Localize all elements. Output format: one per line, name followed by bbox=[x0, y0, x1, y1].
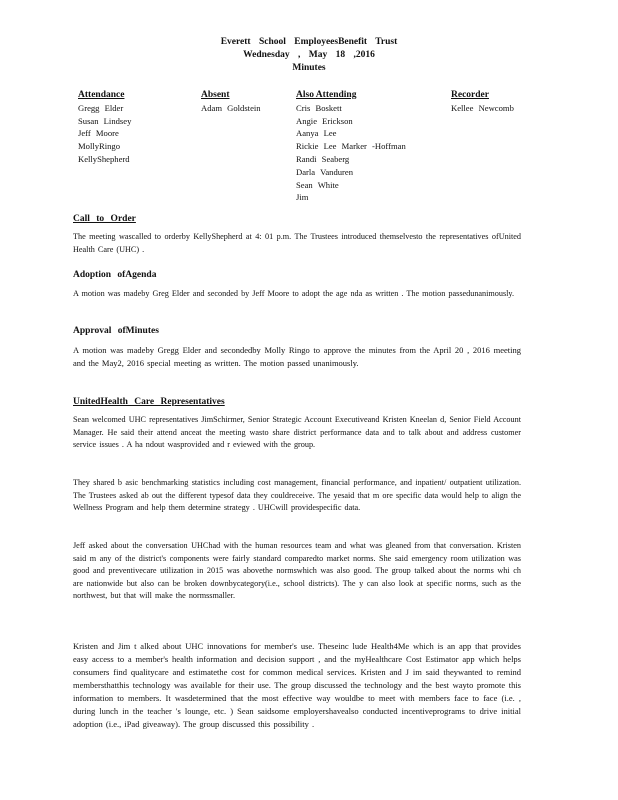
guest-name: Cris Boskett bbox=[296, 102, 342, 113]
attendee-name: Jeff Moore bbox=[78, 128, 119, 139]
attendee-name: KellyShepherd bbox=[78, 153, 130, 164]
attendance-heading: Attendance bbox=[78, 90, 125, 100]
document-title-line1: Everett School EmployeesBenefit Trust bbox=[220, 37, 398, 47]
adoption-heading: Adoption ofAgenda bbox=[73, 270, 157, 280]
absent-heading: Absent bbox=[201, 90, 230, 100]
guest-name: Sean White bbox=[296, 179, 339, 190]
recorder-heading: Recorder bbox=[451, 90, 489, 100]
guest-name: Angie Erickson bbox=[296, 115, 353, 126]
uhc-heading: UnitedHealth Care Representatives bbox=[73, 397, 225, 407]
uhc-paragraph-4: Kristen and Jim t alked about UHC innovations for member's use. Theseinc lude Health4Me which is an app that provides easy access to a member's health information and decision support , and the myHealthcare Cost Estimator app which helps consumers find qualitycare and estimatethe cost for common medical services. Kristen and J im said theywanted to remind membersthatthis technology was available for their use. The group discussed the technology and the best wayto promote this information to members. It wasdetermined that the most effective way wouldbe to meet with members face to face (i.e. , during lunch in the teacher 's lounge, etc. ) Sean saidsome employershavealso conducted incentiveprograms to drive initial adoption (i.e., iPad giveaway). The group discussed this possibility . bbox=[73, 641, 521, 729]
approval-heading: Approval ofMinutes bbox=[73, 326, 159, 336]
attendance-column bbox=[78, 89, 131, 166]
attendee-name: Susan Lindsey bbox=[78, 115, 132, 126]
adoption-text: A motion was madeby Greg Elder and seconded by Jeff Moore to adopt the age nda as written . The motion passedunanimously. bbox=[73, 289, 515, 298]
guest-name: Rickie Lee Marker -Hoffman bbox=[296, 141, 406, 152]
also-attending-heading: Also Attending bbox=[296, 90, 357, 100]
uhc-paragraph-2: They shared b asic benchmarking statistics including cost management, financial performance, and inpatient/ outpatient utilization. The Trustees asked ab out the different typesof data they couldreceive. The yesaid that m ore specific data would help to align the Wellness Program and help them determine strategy . UHCwill providespecific data. bbox=[73, 478, 521, 513]
approval-text: A motion was madeby Gregg Elder and secondedby Molly Ringo to approve the minutes from the April 20 , 2016 meeting and the May2, 2016 special meeting as written. The motion passed unanimously. bbox=[73, 345, 521, 368]
guest-name: Aanya Lee bbox=[296, 128, 337, 139]
call-to-order-text: The meeting wascalled to orderby KellyShepherd at 4: 01 p.m. The Trustees introduced themselvesto the representatives ofUnited Health Care (UHC) . bbox=[73, 232, 521, 254]
attendee-name: Gregg Elder bbox=[78, 102, 124, 113]
absent-name: Adam Goldstein bbox=[201, 102, 261, 113]
call-to-order-heading: Call to Order bbox=[73, 214, 136, 224]
document-title-minutes: Minutes bbox=[292, 63, 326, 73]
recorder-name: Kellee Newcomb bbox=[451, 102, 514, 113]
also-attending-column bbox=[296, 89, 406, 204]
attendee-name: MollyRingo bbox=[78, 141, 121, 152]
guest-name: Darla Vanduren bbox=[296, 166, 354, 177]
recorder-column bbox=[451, 89, 514, 115]
uhc-paragraph-3: Jeff asked about the conversation UHChad with the human resources team and what was gleaned from that conversation. Kristen said m any of the district's components were fairly standard comparedto market norms. She said emergency room utilization was good and preventivecare utilization in 2015 was abovethe normswhich was also good. The group talked about the norms whi ch are nationwide but also can be broken downbycategory(i.e., school districts). The y can also look at specific norms, such as the northwest, but that will make the normssmaller. bbox=[73, 541, 521, 601]
absent-column bbox=[201, 89, 261, 115]
meeting-date: Wednesday , May 18 ,2016 bbox=[243, 50, 375, 60]
uhc-paragraph-1: Sean welcomed UHC representatives JimSchirmer, Senior Strategic Account Executiveand Kristen Kneelan d, Senior Field Account Manager. He said their attend anceat the meeting wasto share district performance data and to talk about and address customer service issues . A ha ndout wasprovided and r eviewed with the group. bbox=[73, 415, 521, 450]
guest-name: Randi Seaberg bbox=[296, 153, 350, 164]
guest-name: Jim bbox=[296, 192, 309, 203]
